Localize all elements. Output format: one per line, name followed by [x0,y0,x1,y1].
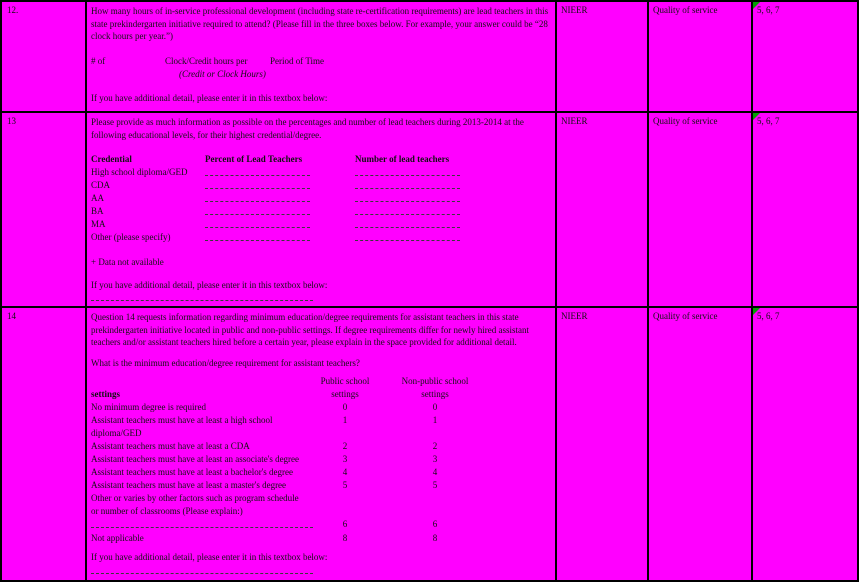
credential-col-header: Credential [91,154,132,164]
fill-in-line[interactable] [355,179,460,189]
question-text: How many hours of in-service professional development (including state re-certification requirements) are lead teachers in this state prekindergarten initiative required to attend? (Please fill in the three boxes below. For example, your answer could be “28 clock hours per year.”) [91,6,549,41]
question-cell-14[interactable] [87,308,555,580]
category-cell-12[interactable] [649,2,751,111]
fill-in-line[interactable] [205,218,310,228]
non-public-school-header: Non-public school settings [401,376,469,399]
requirement-label: No minimum degree is required [91,402,206,412]
question-number-cell-12[interactable] [2,2,85,111]
question-number: 12. [7,5,19,15]
source-cell-14[interactable] [557,308,647,580]
question-number: 13 [7,116,16,126]
box-label-clock-credit-hours: Clock/Credit hours per [165,55,248,66]
question-number: 14 [7,311,16,321]
fill-in-line[interactable] [355,205,460,215]
fill-in-line[interactable] [205,231,310,241]
nonpublic-code: 5 [432,480,438,490]
codes-cell-12[interactable] [753,2,857,111]
requirement-label: Not applicable [91,533,144,543]
nonpublic-code: 6 [432,519,438,529]
category-label: Quality of service [653,311,718,321]
nonpublic-code [387,492,483,518]
percent-col-header: Percent of Lead Teachers [205,154,303,164]
question-cell-12[interactable] [87,2,555,111]
requirement-label: Assistant teachers must have at least a high school diploma/GED [91,415,273,438]
requirement-label: Assistant teachers must have at least an associate's degree [91,454,300,464]
public-code: 1 [342,415,348,425]
requirement-label: Assistant teachers must have at least a master's degree [91,480,287,490]
nonpublic-code: 2 [432,441,438,451]
fill-in-line[interactable] [205,179,310,189]
data-not-available-footnote: + Data not available [91,257,164,267]
question-number-cell-13[interactable] [2,113,85,306]
nonpublic-code: 8 [432,533,438,543]
source-label: NIEER [561,311,588,321]
box-sublabel-credit-or-clock: (Credit or Clock Hours) [179,68,266,79]
public-code: 5 [342,480,348,490]
fill-in-line[interactable] [355,231,460,241]
public-code [303,492,387,518]
credential-subtable [91,153,550,244]
question-text: Question 14 requests information regarding minimum education/degree requirements for assistant teachers in this state prekindergarten initiative located in public and non-public settings. If degree requirements differ for newly hired assistant teachers and/or assistant teachers hired before a certain year, please explain in the space provided for additional detail. [91,312,530,347]
nonpublic-code: 3 [432,454,438,464]
fill-in-line[interactable] [205,192,310,202]
public-code: 4 [342,467,348,477]
box-label-number-of: # of [91,55,106,66]
source-label: NIEER [561,116,588,126]
nonpublic-code: 1 [432,415,438,425]
credential-row-label: CDA [91,180,111,190]
answer-boxes [91,55,550,82]
category-label: Quality of service [653,116,718,126]
fill-in-line[interactable] [355,192,460,202]
source-label: NIEER [561,5,588,15]
requirements-grid [91,401,550,545]
category-cell-14[interactable] [649,308,751,580]
additional-detail-prompt: If you have additional detail, please enter it in this textbox below: [91,279,328,290]
question-cell-13[interactable] [87,113,555,306]
public-code: 2 [342,441,348,451]
codes-value: 5, 6, 7 [757,5,780,15]
public-code: 3 [342,454,348,464]
codes-cell-13[interactable] [753,113,857,306]
number-col-header: Number of lead teachers [355,154,450,164]
requirements-grid-header [91,375,550,401]
settings-left-header: settings [91,389,120,399]
fill-in-line[interactable] [91,104,313,111]
requirement-label-other: Other or varies by other factors such as program schedule or number of classrooms (Please explain:) [91,493,299,516]
requirement-label: Assistant teachers must have at least a bachelor's degree [91,467,294,477]
fill-in-line[interactable] [91,518,313,528]
fill-in-line[interactable] [355,218,460,228]
fill-in-line[interactable] [205,166,310,176]
category-cell-13[interactable] [649,113,751,306]
credential-row-label: Other (please specify) [91,232,171,242]
public-code: 8 [342,533,348,543]
credential-row-label: High school diploma/GED [91,167,188,177]
additional-detail-prompt: If you have additional detail, please enter it in this textbox below: [91,92,328,103]
public-code: 0 [342,402,348,412]
subquestion-text: What is the minimum education/degree requirement for assistant teachers? [91,357,360,368]
credential-row-label: BA [91,206,104,216]
public-school-header: Public school settings [320,376,370,399]
additional-detail-prompt: If you have additional detail, please enter it in this textbox below: [91,552,328,562]
codes-value: 5, 6, 7 [757,311,780,321]
nonpublic-code: 4 [432,467,438,477]
public-code: 6 [342,519,348,529]
question-text: Please provide as much information as possible on the percentages and number of lead teachers during 2013-2014 at the following educational levels, for their highest credential/degree. [91,117,524,140]
source-cell-12[interactable] [557,2,647,111]
codes-cell-14[interactable] [753,308,857,580]
nonpublic-code: 0 [432,402,438,412]
source-cell-13[interactable] [557,113,647,306]
question-number-cell-14[interactable] [2,308,85,580]
box-label-period-of-time: Period of Time [270,55,325,66]
fill-in-line[interactable] [355,166,460,176]
credential-row-label: AA [91,193,104,203]
requirement-label: Assistant teachers must have at least a CDA [91,441,250,451]
category-label: Quality of service [653,5,718,15]
fill-in-line[interactable] [91,291,313,301]
fill-in-line[interactable] [205,205,310,215]
credential-row-label: MA [91,219,106,229]
codes-value: 5, 6, 7 [757,116,780,126]
fill-in-line[interactable] [91,564,313,574]
